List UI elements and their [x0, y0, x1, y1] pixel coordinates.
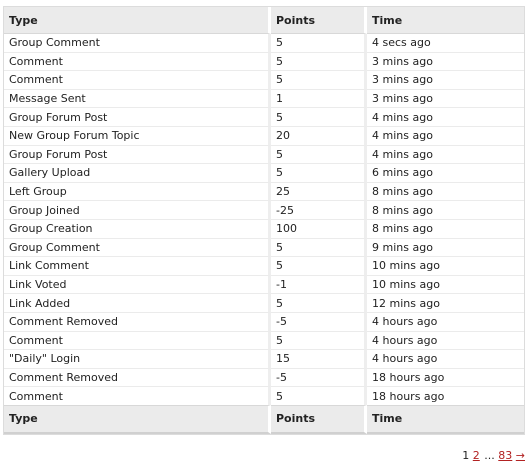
table-row	[4, 275, 524, 294]
cell-time: 4 hours ago	[367, 312, 524, 331]
cell-time: 10 mins ago	[367, 275, 524, 294]
footer-header-type: Type	[4, 405, 271, 434]
cell-time: 4 hours ago	[367, 349, 524, 368]
cell-type: Comment	[4, 70, 271, 89]
cell-type: Comment Removed	[4, 312, 271, 331]
table-row	[4, 312, 524, 331]
table-row	[4, 89, 524, 108]
table-body	[4, 34, 524, 405]
cell-points: 5	[271, 293, 367, 312]
table-header-row	[4, 7, 524, 34]
cell-time: 9 mins ago	[367, 238, 524, 257]
pagination-ellipsis: ...	[484, 449, 495, 462]
cell-type: Comment	[4, 331, 271, 350]
cell-points: 15	[271, 349, 367, 368]
table-row	[4, 331, 524, 350]
points-table	[3, 6, 525, 435]
cell-type: New Group Forum Topic	[4, 126, 271, 145]
cell-points: 5	[271, 331, 367, 350]
cell-type: Group Comment	[4, 34, 271, 52]
footer-header-points: Points	[271, 405, 367, 434]
cell-type: Gallery Upload	[4, 163, 271, 182]
cell-points: 1	[271, 89, 367, 108]
points-log	[3, 6, 525, 435]
table-row	[4, 256, 524, 275]
cell-points: 5	[271, 163, 367, 182]
cell-time: 4 mins ago	[367, 107, 524, 126]
table-row	[4, 34, 524, 52]
cell-time: 8 mins ago	[367, 182, 524, 201]
pagination-current-page: 1	[462, 449, 470, 462]
table-row	[4, 52, 524, 71]
pagination-page-2-link[interactable]: 2	[472, 449, 480, 462]
cell-type: Link Added	[4, 293, 271, 312]
cell-type: Comment Removed	[4, 368, 271, 387]
table-footer-row	[4, 405, 524, 434]
cell-time: 18 hours ago	[367, 368, 524, 387]
table-row	[4, 238, 524, 257]
footer-header-time: Time	[367, 405, 524, 434]
cell-time: 6 mins ago	[367, 163, 524, 182]
table-row	[4, 200, 524, 219]
cell-time: 8 mins ago	[367, 200, 524, 219]
table-row	[4, 368, 524, 387]
cell-points: 5	[271, 386, 367, 405]
cell-points: 5	[271, 145, 367, 164]
cell-points: 20	[271, 126, 367, 145]
cell-points: 25	[271, 182, 367, 201]
column-header-type: Type	[4, 7, 271, 34]
cell-points: -5	[271, 312, 367, 331]
cell-points: -1	[271, 275, 367, 294]
cell-time: 4 mins ago	[367, 145, 524, 164]
cell-time: 4 secs ago	[372, 36, 431, 50]
table-row	[4, 182, 524, 201]
cell-points: 5	[271, 107, 367, 126]
column-header-points: Points	[271, 7, 367, 34]
cell-type: Link Comment	[4, 256, 271, 275]
table-row	[4, 219, 524, 238]
cell-type: Comment	[4, 386, 271, 405]
table-row	[4, 163, 524, 182]
cell-type: Group Comment	[4, 238, 271, 257]
cell-points: 5	[271, 52, 367, 71]
cell-type: Message Sent	[4, 89, 271, 108]
cell-time: 10 mins ago	[367, 256, 524, 275]
cell-type: Group Creation	[4, 219, 271, 238]
table-row	[4, 349, 524, 368]
cell-points: 5	[271, 238, 367, 257]
cell-points: -25	[271, 200, 367, 219]
cell-time: 3 mins ago	[367, 70, 524, 89]
cell-type: Comment	[4, 52, 271, 71]
cell-type: "Daily" Login	[4, 349, 271, 368]
cell-points: -5	[271, 368, 367, 387]
cell-time: 12 mins ago	[367, 293, 524, 312]
cell-type: Link Voted	[4, 275, 271, 294]
cell-time: 4 mins ago	[367, 126, 524, 145]
table-row	[4, 145, 524, 164]
pagination	[461, 449, 525, 462]
cell-points: 100	[271, 219, 367, 238]
pagination-next-arrow-icon[interactable]: →	[515, 449, 525, 462]
cell-type: Group Forum Post	[4, 107, 271, 126]
cell-points: 5	[271, 34, 367, 52]
cell-time: 4 hours ago	[367, 331, 524, 350]
cell-type: Group Joined	[4, 200, 271, 219]
column-header-time: Time	[367, 7, 524, 34]
table-row	[4, 293, 524, 312]
cell-time: 18 hours ago	[367, 386, 524, 405]
table-row	[4, 70, 524, 89]
cell-type: Group Forum Post	[4, 145, 271, 164]
cell-time: 3 mins ago	[367, 89, 524, 108]
cell-type: Left Group	[4, 182, 271, 201]
table-row	[4, 126, 524, 145]
cell-time: 8 mins ago	[367, 219, 524, 238]
cell-time: 3 mins ago	[367, 52, 524, 71]
cell-points: 5	[271, 256, 367, 275]
cell-points: 5	[271, 70, 367, 89]
table-row	[4, 107, 524, 126]
pagination-last-page-link[interactable]: 83	[498, 449, 513, 462]
table-row	[4, 386, 524, 405]
